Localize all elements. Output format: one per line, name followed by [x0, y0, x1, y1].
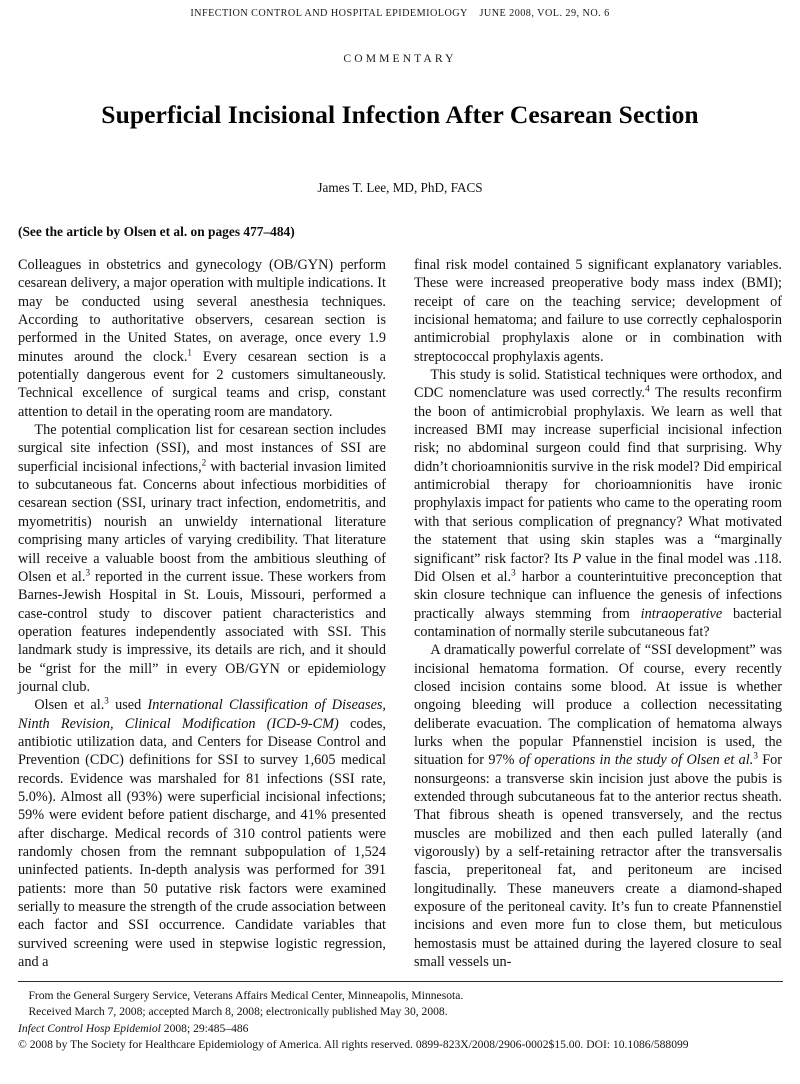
- text-run: This study is solid. Statistical techniques were orthodox, and CDC nomenclature was used correctly.: [414, 367, 782, 402]
- page-title: Superficial Incisional Infection After Cesarean Section: [101, 100, 699, 129]
- footer-copyright: © 2008 by The Society for Healthcare Epidemiology of America. All rights reserved. 0899-823X/2008/2906-0002$15.00. DOI: 10.1086/588099: [18, 1038, 689, 1052]
- footnote-rule: [18, 981, 783, 982]
- reference-marker: 1: [187, 346, 192, 357]
- italic-text: P: [572, 550, 582, 567]
- body-columns: [18, 256, 783, 971]
- reference-marker: 2: [201, 457, 207, 468]
- text-run: value in the final model was .118. Did Olsen et al.: [414, 550, 782, 585]
- body-paragraph: [414, 366, 782, 641]
- text-run: harbor a counterintuitive preconception that skin closure technique can influence the genesis of infections practically always stemming from: [414, 568, 782, 622]
- italic-text: International Classification of Diseases, Ninth Revision, Clinical Modification (ICD-9-CM): [18, 697, 386, 732]
- italic-text: of operations in the study of Olsen et al.: [518, 752, 754, 769]
- text-run: Colleagues in obstetrics and gynecology (OB/GYN) perform cesarean delivery, a major operation with multiple indications. It may be conducted using several anesthesia techniques. According to authoritative observers, cesarean section is performed in the United States, on average, once every 1.9 minutes around the clock.: [18, 257, 386, 365]
- footer-citation: [18, 1021, 783, 1037]
- right-column: [414, 256, 782, 971]
- italic-text: intraoperative: [640, 605, 723, 622]
- text-run: used: [108, 697, 148, 714]
- text-run: bacterial contamination of normally sterile subcutaneous fat?: [414, 605, 782, 640]
- reference-marker: 3: [753, 750, 758, 761]
- body-paragraph: [18, 421, 386, 696]
- page-footer: [18, 988, 783, 1053]
- body-paragraph: [414, 641, 782, 971]
- footer-affiliation: From the General Surgery Service, Veterans Affairs Medical Center, Minneapolis, Minnesota.: [28, 989, 464, 1002]
- reference-marker: 3: [85, 567, 90, 578]
- text-run: For nonsurgeons: a transverse skin incision just above the pubis is extended through subcutaneous fat to the anterior rectus sheath. That fibrous sheath is opened transversely, and the rectus muscles are mobilized and then each pulled laterally (and vigorously) by a self-retaining retractor after the transversalis fascia, preperitoneal fat, and peritoneum are incised longitudinally. These maneuvers create a diamond-shaped exposure of the peritoneal cavity. It’s fun to create Pfannenstiel incisions and even more fun to close them, but meticulous hemostasis must be attained during the layered closure to seal small vessels un-: [414, 752, 782, 971]
- body-paragraph: [18, 696, 386, 971]
- cross-reference-note: (See the article by Olsen et al. on pages 477–484): [18, 224, 295, 239]
- reference-marker: 3: [104, 695, 109, 706]
- reference-marker: 4: [645, 383, 650, 394]
- text-run: final risk model contained 5 significant explanatory variables. These were increased preoperative body mass index (BMI); receipt of care on the teaching service; development of incisional hematoma; and failure to use correctly cephalosporin antimicrobial prophylaxis alone or in combination with streptococcal prophylaxis agents.: [414, 257, 782, 365]
- text-run: A dramatically powerful correlate of “SSI development” was incisional hematoma formation. Of course, every recently closed incision contains some blood. At issue is whether ongoing bleeding will produce a collection necessitating deliberate evacuation. The complication of hematoma always lurks when the popular Pfannenstiel incision is used, the situation for 97%: [414, 642, 782, 769]
- running-head: INFECTION CONTROL AND HOSPITAL EPIDEMIOLOGY JUNE 2008, VOL. 29, NO. 6: [190, 8, 610, 19]
- reference-marker: 3: [511, 567, 516, 578]
- article-type-label: COMMENTARY: [343, 52, 457, 65]
- text-run: codes, antibiotic utilization data, and Centers for Disease Control and Prevention (CDC) definitions for SSI to survey 1,605 medical records. Evidence was marshaled for 81 infections (SSI rate, 5.0%). Almost all (93%) were superficial incisional infections; 59% were evident before patient discharge, and 41% presented after discharge. Medical records of 310 control patients were randomly chosen from the remnant subpopulation of 1,524 uninfected patients. In-depth analysis was performed for 391 patients: more than 50 putative risk factors were examined serially to measure the strength of the crude association between each factor and SSI occurrence. Candidate variables that survived screening were used in stepwise logistic regression, and a: [18, 715, 386, 971]
- footer-dates: Received March 7, 2008; accepted March 8, 2008; electronically published May 30, 2008.: [28, 1005, 448, 1019]
- author-byline: James T. Lee, MD, PhD, FACS: [317, 180, 483, 195]
- text-run: with bacterial invasion limited to subcutaneous fat. Concerns about infectious morbidities of cesarean section (SSI, urinary tract infection, endometritis, and myometritis) nourish an unwieldy international literature comprising many articles of varying credibility. That literature will receive a valuable boost from the ambitious sleuthing of Olsen et al.: [18, 458, 386, 585]
- body-paragraph: [414, 256, 782, 366]
- text-run: The potential complication list for cesarean section includes surgical site infection (SSI), and most instances of SSI are superficial incisional infections,: [18, 422, 386, 475]
- text-run: reported in the current issue. These workers from Barnes-Jewish Hospital in St. Louis, Missouri, performed a case-control study to discover patient characteristics and operation features independently associated with SSI. This landmark study is impressive, its details are rich, and it should be “grist for the mill” in every OB/GYN or epidemiology journal club.: [18, 568, 386, 695]
- left-column: [18, 256, 386, 971]
- text-run: The results reconfirm the boon of antimicrobial prophylaxis. We learn as well that increased BMI may increase superficial incisional infection risk; no abdominal surgeon could find that surprising. Why didn’t chorioamnionitis survive in the risk model? Did empirical antimicrobial therapy for chorioamnionitis have ironic prophylaxis impact for patients who came to the operating room with that serious complication of pregnancy? What motivated the statement that using skin staples was a “marginally significant” risk factor? Its: [414, 385, 783, 567]
- footer-citation-journal: Infect Control Hosp Epidemiol: [18, 1022, 161, 1036]
- text-run: Every cesarean section is a potentially dangerous event for 2 customers simultaneously. Technical excellence of surgical teams and crisp, constant attention to detail in the operating room are mandatory.: [18, 348, 386, 420]
- body-paragraph: [18, 256, 386, 421]
- footer-citation-rest: 2008; 29:485–486: [160, 1022, 249, 1036]
- text-run: Olsen et al.: [34, 697, 105, 714]
